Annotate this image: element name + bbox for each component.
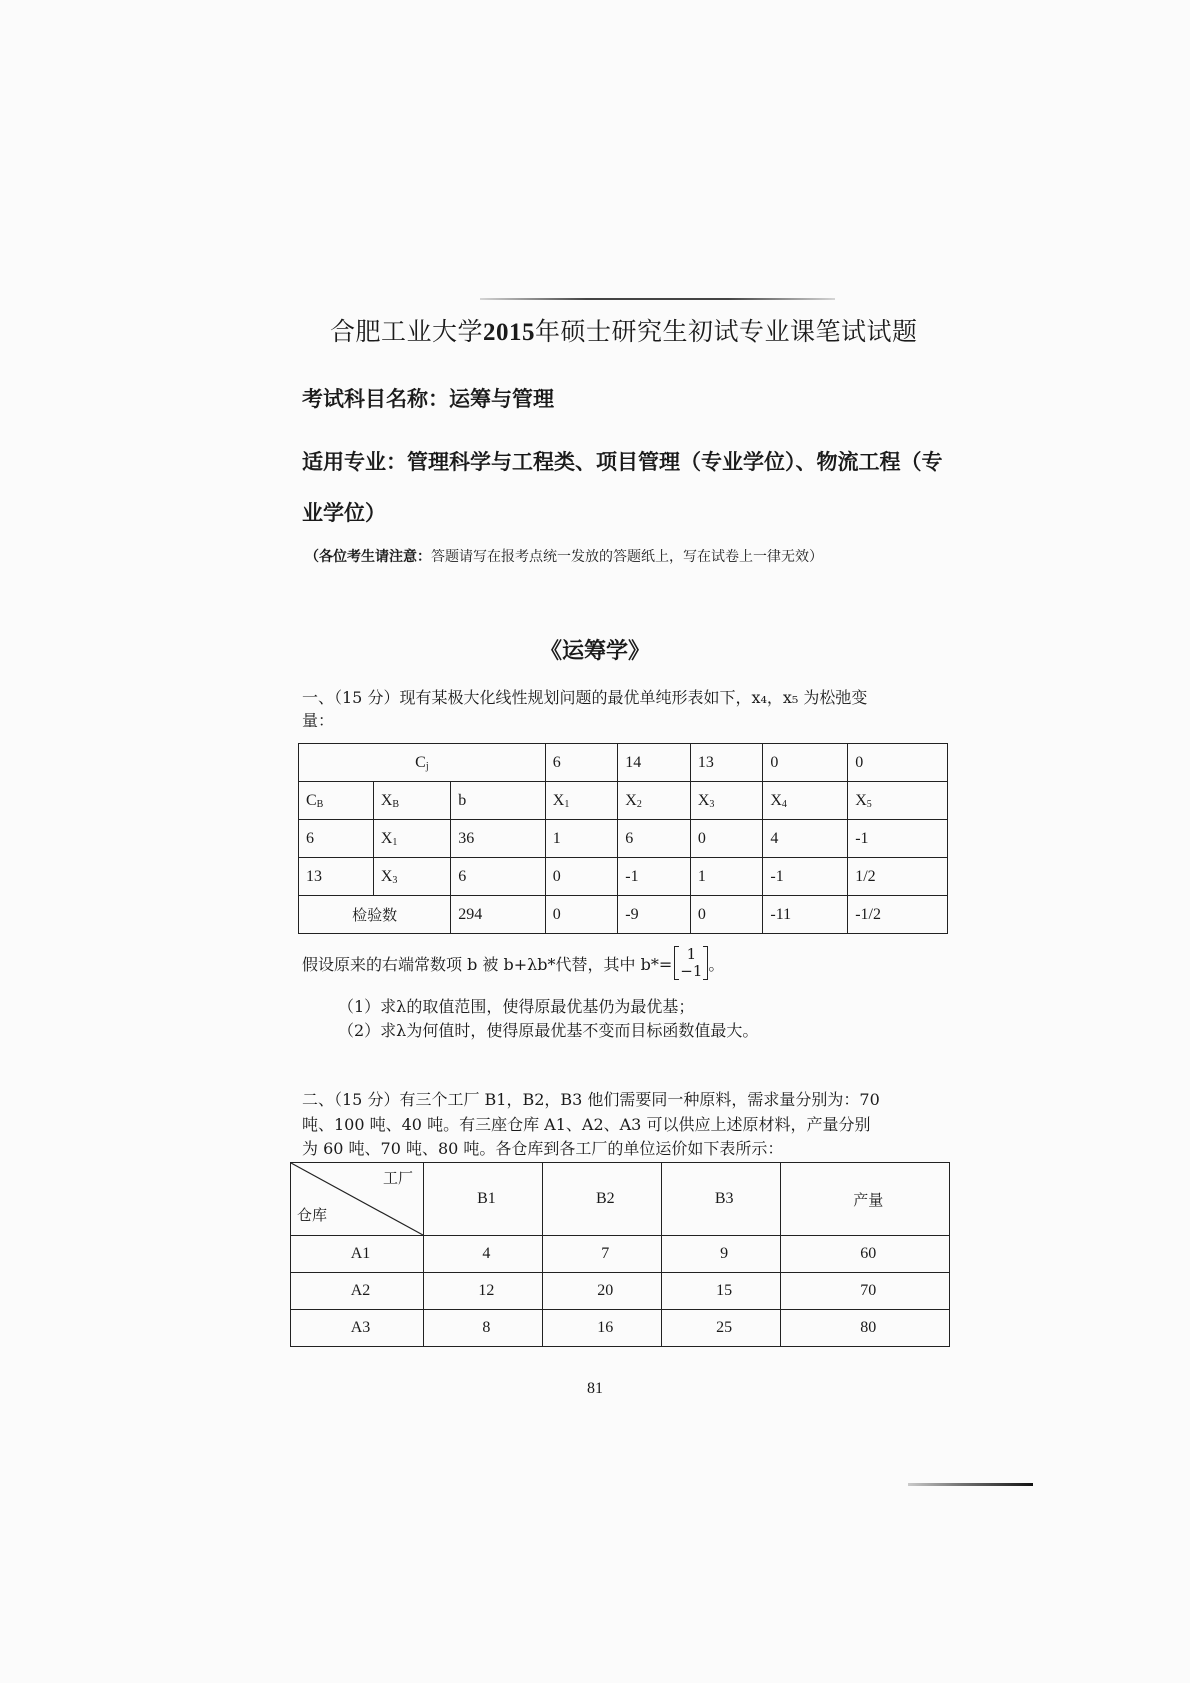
value-cell: 4: [763, 820, 848, 858]
table-row: [291, 1273, 950, 1310]
question1-intro-line1: 一、（15 分）现有某极大化线性规划问题的最优单纯形表如下，x₄，x₅ 为松弛变: [302, 688, 868, 707]
table-row: [299, 820, 948, 858]
simplex-table: [298, 743, 948, 934]
exam-title: [330, 312, 940, 348]
corner-col-label: 工厂: [382, 1169, 413, 1187]
var-name: X: [625, 791, 637, 809]
table-row: [299, 858, 948, 896]
sub-question-2: （2）求λ为何值时，使得原最优基不变而目标函数值最大。: [338, 1021, 759, 1040]
cj-value: 14: [618, 744, 691, 782]
var-sub: 3: [709, 798, 715, 810]
bstar-bottom: −1: [680, 962, 703, 980]
cj-value: 0: [848, 744, 948, 782]
cj-label-cell: [299, 744, 546, 782]
check-value: -1/2: [848, 896, 948, 934]
course-title: 《运筹学》: [539, 639, 650, 664]
cj-value: 0: [763, 744, 848, 782]
b-cell: 36: [451, 820, 545, 858]
transport-table: [290, 1162, 950, 1347]
major-value-1: 管理科学与工程类、项目管理（专业学位）、物流工程（专: [407, 450, 943, 474]
var-header: [618, 782, 691, 820]
value-cell: 12: [424, 1273, 543, 1310]
corner-row-label: 仓库: [297, 1206, 328, 1224]
var-sub: 5: [866, 798, 872, 810]
row-header: A1: [291, 1236, 424, 1273]
check-row: [299, 896, 948, 934]
table-row: [291, 1236, 950, 1273]
cb-cell: 6: [299, 820, 374, 858]
var-name: X: [855, 791, 867, 809]
xb-cell-sub: 1: [392, 836, 398, 848]
check-value: 0: [690, 896, 763, 934]
column-header: B1: [424, 1163, 543, 1236]
value-cell: -1: [848, 820, 948, 858]
question2-line3: 为 60 吨、70 吨、80 吨。各仓库到各工厂的单位运价如下表所示：: [302, 1139, 784, 1158]
page-number: 81: [587, 1380, 603, 1397]
value-cell: 7: [542, 1236, 661, 1273]
major-line-2: 业学位）: [302, 501, 386, 525]
var-sub: 4: [781, 798, 787, 810]
value-cell: 80: [780, 1310, 949, 1347]
subject-line: [302, 383, 554, 413]
check-b: 294: [451, 896, 545, 934]
value-cell: -1: [618, 858, 691, 896]
value-cell: 6: [618, 820, 691, 858]
bstar-vector: [674, 946, 708, 980]
major-label: 适用专业：: [302, 450, 407, 474]
var-sub: 1: [564, 798, 570, 810]
value-cell: 4: [424, 1236, 543, 1273]
var-header: [848, 782, 948, 820]
sub-question-1: （1）求λ的取值范围，使得原最优基仍为最优基；: [338, 997, 695, 1016]
b-header: b: [451, 782, 545, 820]
value-cell: 16: [542, 1310, 661, 1347]
notice: [305, 546, 823, 566]
title-year: 2015: [483, 319, 536, 346]
row-header: A2: [291, 1273, 424, 1310]
cb-text: C: [306, 791, 317, 809]
question2-line1: 二、（15 分）有三个工厂 B1，B2，B3 他们需要同一种原料，需求量分别为：70: [302, 1090, 880, 1109]
xb-cell-text: X: [380, 829, 393, 847]
header-row: [291, 1163, 950, 1236]
cb-sub: B: [316, 798, 324, 810]
check-label: 检验数: [299, 896, 451, 934]
notice-body: 答题请写在报考点统一发放的答题纸上，写在试卷上一律无效）: [431, 549, 823, 565]
value-cell: 1: [690, 858, 763, 896]
question2-line2: 吨、100 吨、40 吨。有三座仓库 A1、A2、A3 可以供应上述原材料，产量分别: [302, 1114, 871, 1134]
check-value: 0: [545, 896, 618, 934]
value-cell: 9: [661, 1236, 780, 1273]
value-cell: -1: [763, 858, 848, 896]
question1-intro-line2: 量：: [302, 711, 335, 730]
assumption-line: [302, 946, 724, 980]
xb-header: [373, 782, 450, 820]
xb-cell-sub: 3: [392, 874, 398, 886]
xb-cell-text: X: [380, 867, 393, 885]
table-row: [291, 1310, 950, 1347]
cb-cell: 13: [299, 858, 374, 896]
question1-intro: [302, 686, 867, 732]
subject-label: 考试科目名称：: [302, 387, 449, 411]
var-name: X: [552, 791, 565, 809]
var-name: X: [697, 791, 710, 809]
value-cell: 1/2: [848, 858, 948, 896]
assumption-text: 假设原来的右端常数项 b 被 b+λb*代替，其中 b*=: [302, 954, 673, 974]
question2-intro: [302, 1088, 880, 1162]
footer-rule: [908, 1483, 1033, 1486]
value-cell: 70: [780, 1273, 949, 1310]
assumption-end: 。: [708, 954, 725, 974]
var-header: [545, 782, 618, 820]
cj-value: 6: [545, 744, 618, 782]
var-name: X: [770, 791, 782, 809]
cj-row: [299, 744, 948, 782]
row-header: A3: [291, 1310, 424, 1347]
header-row: [299, 782, 948, 820]
title-prefix: 合肥工业大学: [330, 317, 484, 346]
check-value: -9: [618, 896, 691, 934]
column-header: B3: [661, 1163, 780, 1236]
cb-header: [299, 782, 374, 820]
notice-lead: （各位考生请注意：: [305, 549, 431, 565]
corner-cell: [291, 1163, 424, 1236]
title-suffix: 年硕士研究生初试专业课笔试试题: [535, 317, 918, 346]
value-cell: 0: [690, 820, 763, 858]
var-header: [690, 782, 763, 820]
value-cell: 1: [545, 820, 618, 858]
major-line-1: [302, 446, 943, 476]
header-rule: [480, 298, 835, 300]
cj-label: C: [415, 753, 426, 771]
column-header: 产量: [780, 1163, 949, 1236]
value-cell: 8: [424, 1310, 543, 1347]
value-cell: 0: [545, 858, 618, 896]
value-cell: 60: [780, 1236, 949, 1273]
var-header: [763, 782, 848, 820]
value-cell: 15: [661, 1273, 780, 1310]
subject-value: 运筹与管理: [449, 387, 554, 411]
check-value: -11: [763, 896, 848, 934]
value-cell: 25: [661, 1310, 780, 1347]
xb-sub: B: [392, 798, 400, 810]
cj-value: 13: [690, 744, 763, 782]
b-cell: 6: [451, 858, 545, 896]
xb-cell: [373, 820, 450, 858]
column-header: B2: [542, 1163, 661, 1236]
value-cell: 20: [542, 1273, 661, 1310]
bstar-top: 1: [686, 945, 697, 963]
var-sub: 2: [636, 798, 642, 810]
cj-sub: j: [425, 760, 429, 772]
xb-text: X: [380, 791, 393, 809]
xb-cell: [373, 858, 450, 896]
